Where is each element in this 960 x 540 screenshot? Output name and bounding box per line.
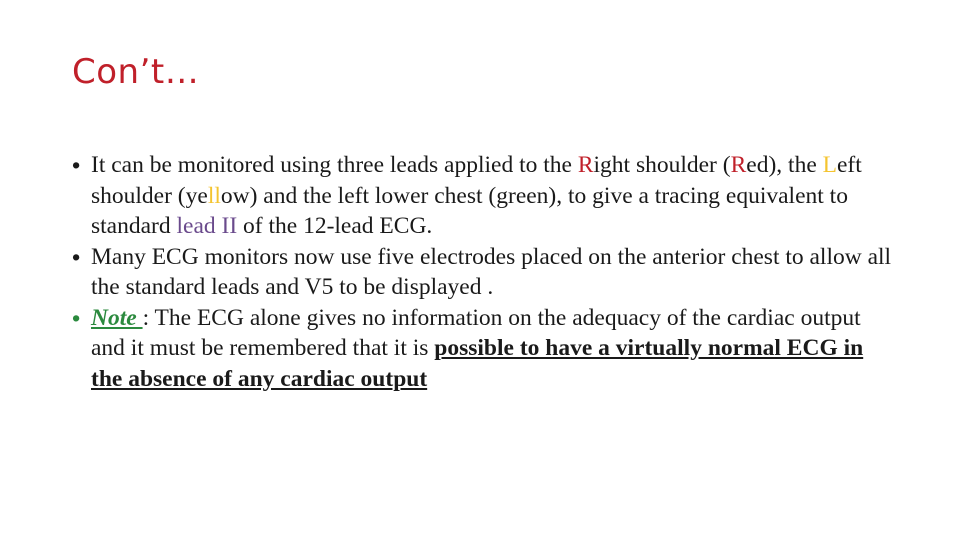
slide-title: Con’t… [72,52,200,92]
red-initial: R [730,152,747,178]
bullet-item-note [72,303,892,395]
bullet-text: It can be monitored using three leads applied to the [91,152,578,178]
slide-body [72,150,892,394]
lead-ii-text: lead II [176,213,238,239]
right-initial: R [577,152,594,178]
note-label: Note [91,304,143,331]
bullet-icon: • [72,243,81,270]
bullet-item-leads [72,150,892,242]
bullet-text: eft shoulder (ye [91,152,862,209]
emphasis-text: possible to have a virtually normal ECG in the absence of any cardiac output [91,335,864,392]
left-initial: L [822,152,837,178]
bullet-item-electrodes [72,242,892,303]
bullet-icon: • [72,304,81,331]
bullet-text: : The ECG alone gives no information on the adequacy of the cardiac output and it must be remembered that it is [91,304,861,361]
bullet-text: Many ECG monitors now use five electrodes placed on the anterior chest to allow all the standard leads and V5 to be displayed . [91,243,892,300]
bullet-text: of the 12-lead ECG. [237,213,433,239]
bullet-text: ow) and the left lower chest (green), to give a tracing equivalent to standard [91,182,848,239]
bullet-icon: • [72,152,81,178]
bullet-text: ight shoulder ( [593,152,731,178]
yellow-highlight: ll [207,182,221,209]
bullet-text: ed), the [746,152,823,178]
